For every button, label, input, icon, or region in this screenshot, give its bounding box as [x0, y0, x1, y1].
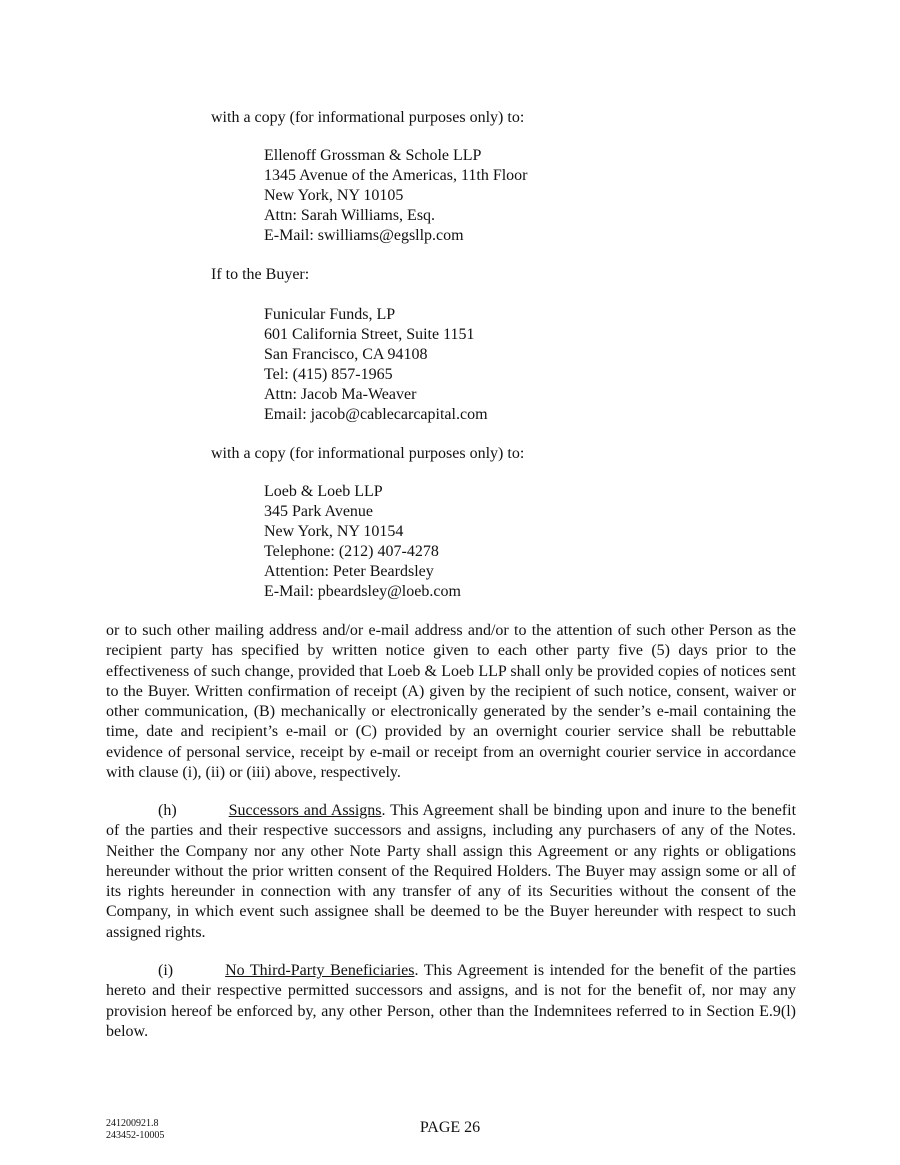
address-line: Email: jacob@cablecarcapital.com [264, 406, 488, 423]
section-h-paragraph [106, 801, 796, 943]
address-line: Loeb & Loeb LLP [264, 483, 383, 500]
address-line: 345 Park Avenue [264, 503, 374, 520]
address-line: Attn: Jacob Ma-Weaver [264, 386, 417, 403]
address-line: Tel: (415) 857-1965 [264, 366, 393, 383]
address-line: Telephone: (212) 407-4278 [264, 543, 439, 560]
footer-doc-id-1: 241200921.8 [106, 1118, 159, 1129]
section-h-heading: Successors and Assigns [228, 802, 382, 819]
copy-intro-1: with a copy (for informational purposes only) to: [211, 109, 525, 126]
section-h-label: (h) [158, 802, 177, 819]
address-line: 601 California Street, Suite 1151 [264, 326, 475, 343]
page-number: PAGE 26 [419, 1119, 481, 1136]
section-i-body: . This Agreement is intended for the benefit of the parties hereto and their respective permitted successors and assigns, and is not for the benefit of, nor may any provision hereof be enforced by, any other Person, other than the Indemnitees referred to in Section E.9(l) below. [106, 962, 797, 1040]
section-i-paragraph [106, 961, 796, 1042]
section-i-label: (i) [158, 962, 174, 979]
footer-doc-id-2: 243452-10005 [106, 1130, 165, 1141]
address-line: Ellenoff Grossman & Schole LLP [264, 147, 482, 164]
section-h-body: . This Agreement shall be binding upon and inure to the benefit of the parties and their respective successors and assigns, including any purchasers of any of the Notes. Neither the Company nor any other Note Party shall assign this Agreement or any rights or obligations hereunder without the prior written consent of the Required Holders. The Buyer may assign some or all of its rights hereunder in connection with any transfer of any of its Securities without the consent of the Company, in which event such assignee shall be deemed to be the Buyer hereunder with respect to such assigned rights. [106, 802, 797, 941]
address-line: New York, NY 10105 [264, 187, 404, 204]
notice-paragraph: or to such other mailing address and/or e-mail address and/or to the attention of such other Person as the recipient party has specified by written notice given to each other party five (5) days prior to the effectiveness of such change, provided that Loeb & Loeb LLP shall only be provided copies of notices sent to the Buyer. Written confirmation of receipt (A) given by the recipient of such notice, consent, waiver or other communication, (B) mechanically or electronically generated by the sender’s e-mail containing the time, date and recipient’s e-mail or (C) provided by an overnight courier service shall be rebuttable evidence of personal service, receipt by e-mail or receipt from an overnight courier service in accordance with clause (i), (ii) or (iii) above, respectively. [106, 622, 796, 782]
copy-intro-2: with a copy (for informational purposes only) to: [211, 445, 525, 462]
address-line: E-Mail: swilliams@egsllp.com [264, 227, 464, 244]
buyer-intro: If to the Buyer: [211, 266, 310, 283]
address-line: San Francisco, CA 94108 [264, 346, 428, 363]
address-line: New York, NY 10154 [264, 523, 404, 540]
address-line: Funicular Funds, LP [264, 306, 396, 323]
address-line: Attn: Sarah Williams, Esq. [264, 207, 436, 224]
address-line: Attention: Peter Beardsley [264, 563, 434, 580]
section-i-heading: No Third-Party Beneficiaries [225, 962, 415, 979]
address-line: E-Mail: pbeardsley@loeb.com [264, 583, 461, 600]
address-line: 1345 Avenue of the Americas, 11th Floor [264, 167, 528, 184]
